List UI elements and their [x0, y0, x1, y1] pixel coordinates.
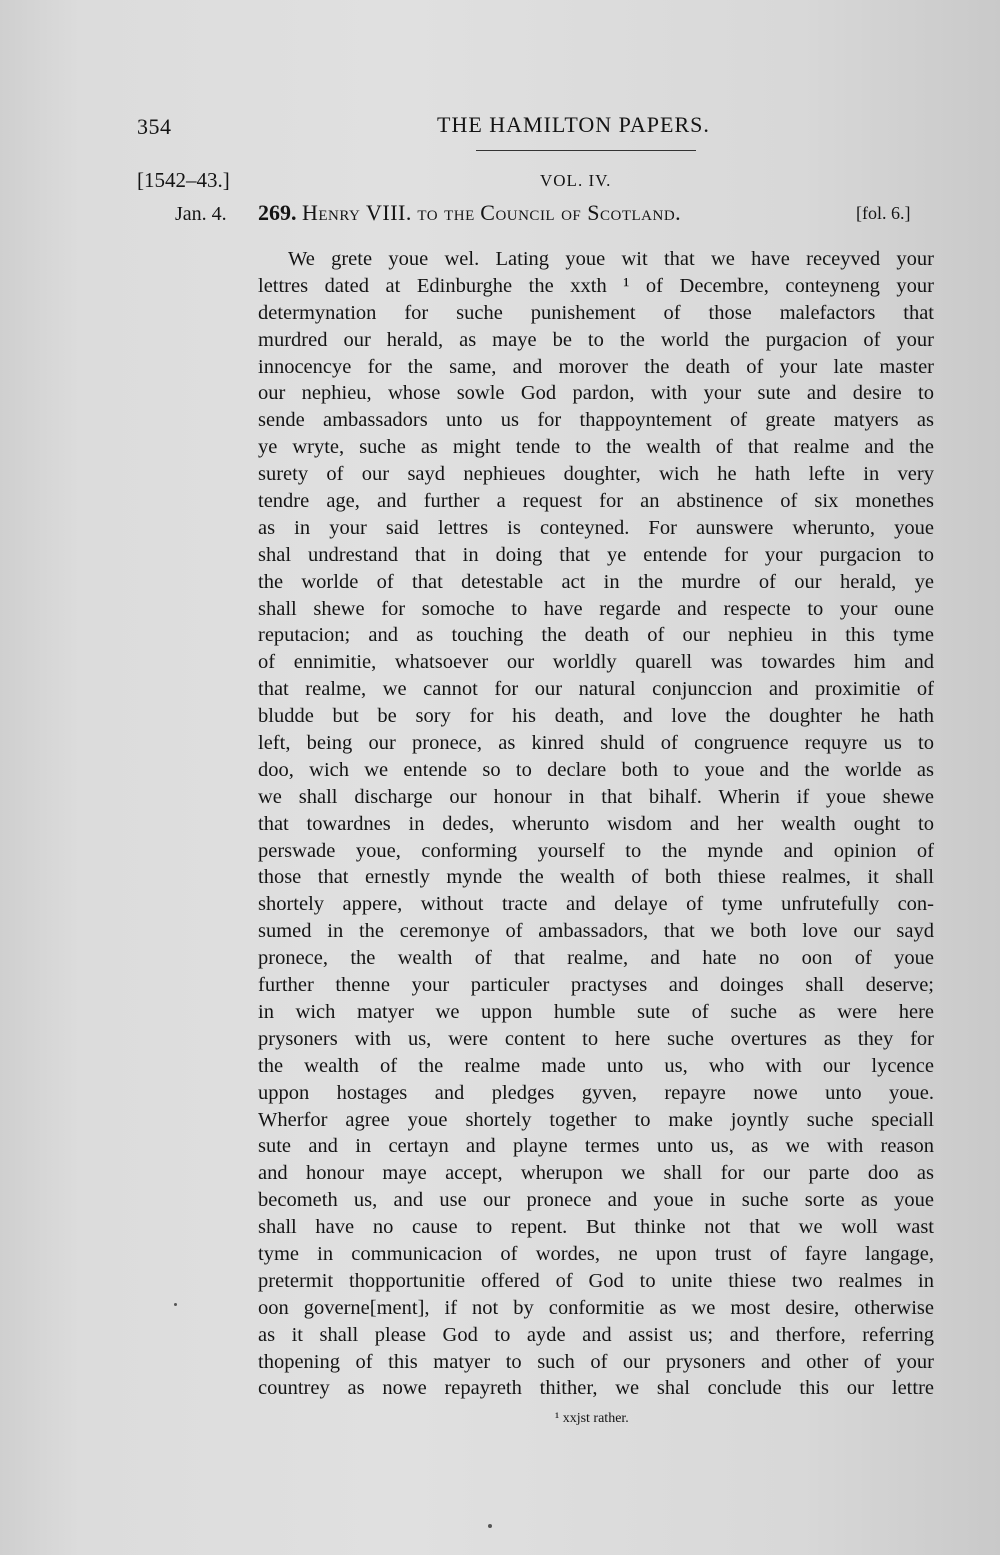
body-line-text: pronece, the wealth of that realme, and hate no oon of youe [258, 947, 934, 970]
body-line [258, 300, 934, 327]
body-line [258, 622, 934, 649]
body-line-text: ye wryte, suche as might tende to the wealth of that realme and the [258, 436, 934, 459]
body-line [258, 864, 934, 891]
body-line [258, 811, 934, 838]
body-line [258, 1133, 934, 1160]
body-line-text: perswade youe, conforming yourself to the mynde and opinion of [258, 839, 934, 862]
body-line-text: lettres dated at Edinburghe the xxth ¹ of Decembre, conteyneng your [258, 274, 934, 297]
letter-body [258, 246, 934, 1402]
body-line-text: our nephieu, whose sowle God pardon, with your sute and desire to [258, 382, 934, 405]
body-line [258, 434, 934, 461]
body-line [258, 757, 934, 784]
body-line [258, 461, 934, 488]
entry-date: Jan. 4. [175, 203, 227, 225]
body-line-text: in wich matyer we uppon humble sute of suche as were here [258, 1000, 934, 1023]
body-line-text: determynation for suche punishement of those malefactors that [258, 301, 934, 324]
body-line-text: further thenne your particuler practyses and doinges shall deserve; [258, 974, 934, 997]
body-line [258, 1349, 934, 1376]
paper-speck [488, 1524, 492, 1528]
page-number: 354 [137, 114, 172, 139]
body-line-text: bludde but be sory for his death, and love the doughter he hath [258, 705, 934, 728]
entry-title-connector: to the [417, 200, 475, 225]
folio-reference: [fol. 6.] [856, 203, 911, 223]
body-line [258, 1080, 934, 1107]
body-line [258, 784, 934, 811]
body-line-text: murdred our herald, as maye be to the world the purgacion of your [258, 328, 934, 351]
body-line [258, 488, 934, 515]
body-line [258, 676, 934, 703]
body-line-text: shortely appere, without tracte and delaye of tyme unfrutefully con- [258, 893, 934, 916]
body-line [258, 1026, 934, 1053]
body-line [258, 918, 934, 945]
body-line-text: sute and in certayn and playne termes unto us, as we with reason [258, 1135, 934, 1158]
body-line-text: tyme in communicacion of wordes, ne upon trust of fayre langage, [258, 1242, 934, 1265]
body-line-text: shal undrestand that in doing that ye entende for your purgacion to [258, 543, 934, 566]
body-line-text: that realme, we cannot for our natural conjunccion and proximitie of [258, 678, 934, 701]
body-line [258, 891, 934, 918]
body-line [258, 542, 934, 569]
body-line [258, 730, 934, 757]
body-line [258, 1187, 934, 1214]
body-line [258, 380, 934, 407]
body-line [258, 1214, 934, 1241]
body-line [258, 703, 934, 730]
body-line-text: doo, wich we entende so to declare both to youe and the worlde as [258, 758, 934, 781]
header-rule [476, 150, 696, 151]
body-line [258, 596, 934, 623]
body-line-text: of ennimitie, whatsoever our worldly quarell was towardes him and [258, 651, 934, 674]
entry-number: 269. [258, 200, 297, 225]
body-line-text: tendre age, and further a request for an abstinence of six monethes [258, 490, 934, 513]
entry-title-recipient: Council of Scotland. [480, 200, 682, 225]
body-line-text: oon governe[ment], if not by conformitie as we most desire, otherwise [258, 1296, 934, 1319]
body-line-text: surety of our sayd nephieues doughter, wich he hath lefte in very [258, 463, 934, 486]
body-line-text: prysoners with us, were content to here suche overtures as they for [258, 1027, 934, 1050]
body-line-text: and honour maye accept, wherupon we shall for our parte doo as [258, 1162, 934, 1185]
body-line [258, 407, 934, 434]
body-line-text: shall have no cause to repent. But thinke not that we woll wast [258, 1216, 934, 1239]
body-line [258, 1375, 934, 1402]
body-line-text: those that ernestly mynde the wealth of both thiese realmes, it shall [258, 866, 934, 889]
body-line [258, 327, 934, 354]
body-line-text: the wealth of the realme made unto us, who with our lycence [258, 1054, 934, 1077]
body-line [258, 838, 934, 865]
body-line-text: the worlde of that detestable act in the murdre of our herald, ye [258, 570, 934, 593]
body-line [258, 1295, 934, 1322]
entry-title-sender: Henry VIII. [302, 200, 412, 225]
body-line-text: sende ambassadors unto us for thappoyntement of greate matyers as [258, 409, 934, 432]
body-line [258, 1268, 934, 1295]
body-line [258, 1160, 934, 1187]
body-line [258, 354, 934, 381]
body-line-text: becometh us, and use our pronece and youe in suche sorte as youe [258, 1189, 934, 1212]
body-line-text: shall shewe for somoche to have regarde and respecte to your oune [258, 597, 934, 620]
body-line [258, 649, 934, 676]
body-line-text: uppon hostages and pledges gyven, repayre nowe unto youe. [258, 1081, 934, 1104]
paper-speck [174, 1303, 177, 1306]
body-line [258, 1053, 934, 1080]
body-line-text: we shall discharge our honour in that bihalf. Wherin if youe shewe [258, 785, 934, 808]
body-line-text: left, being our pronece, as kinred shuld of congruence requyre us to [258, 732, 934, 755]
body-line-text: We grete youe wel. Lating youe wit that we have receyved your [288, 248, 934, 270]
body-line [258, 945, 934, 972]
body-line [258, 515, 934, 542]
body-line-text: as in your said lettres is conteyned. For aunswere wherunto, youe [258, 516, 934, 539]
running-title: THE HAMILTON PAPERS. [437, 112, 710, 137]
body-line [258, 569, 934, 596]
entry-title [258, 200, 681, 226]
body-line-text: reputacion; and as touching the death of our nephieu in this tyme [258, 624, 934, 647]
body-line [258, 246, 934, 273]
body-line-text: pretermit thopportunitie offered of God to unite thiese two realmes in [258, 1269, 934, 1292]
body-line-text: sumed in the ceremonye of ambassadors, that we both love our sayd [258, 920, 934, 943]
body-line [258, 1241, 934, 1268]
body-line [258, 999, 934, 1026]
body-line-text: thopening of this matyer to such of our prysoners and other of your [258, 1350, 934, 1373]
body-line-text: countrey as nowe repayreth thither, we shal conclude this our lettre [258, 1377, 934, 1400]
volume-label: VOL. IV. [540, 171, 612, 190]
body-line-text: that towardnes in dedes, wherunto wisdom and her wealth ought to [258, 812, 934, 835]
body-line [258, 972, 934, 999]
body-line [258, 1322, 934, 1349]
body-line-text: innocencye for the same, and morover the death of your late master [258, 355, 934, 378]
footnote: ¹ xxjst rather. [555, 1411, 629, 1426]
body-line-text: Wherfor agree youe shortely together to make joyntly suche speciall [258, 1108, 934, 1131]
body-line-text: as it shall please God to ayde and assist us; and therfore, referring [258, 1323, 934, 1346]
body-line [258, 273, 934, 300]
body-line [258, 1107, 934, 1134]
date-range: [1542–43.] [137, 168, 230, 192]
